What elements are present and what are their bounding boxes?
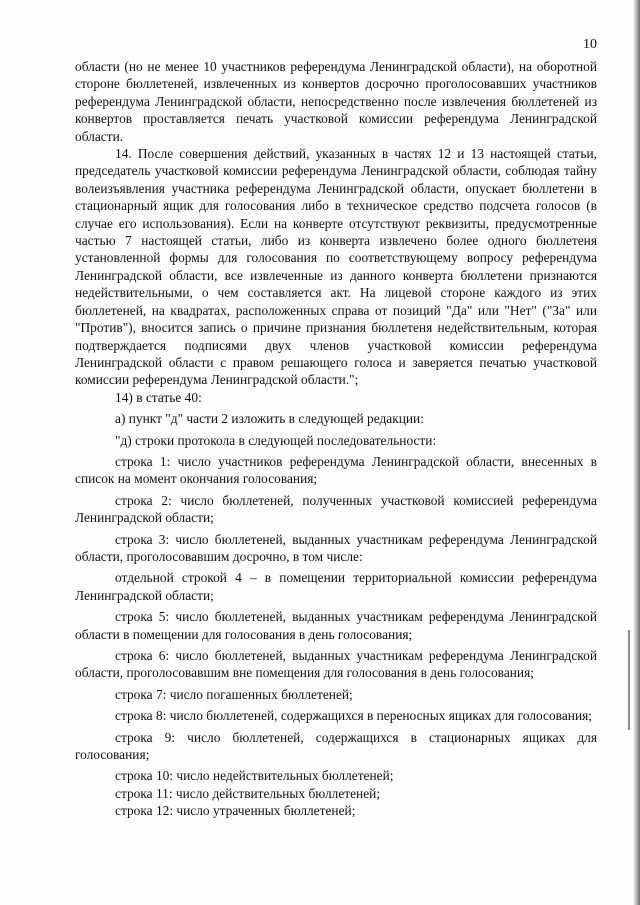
page-number: 10: [583, 37, 597, 52]
protocol-line-1: строка 1: число участников референдума Ленинградской области, внесенных в список на момент окончания голосования;: [75, 453, 597, 487]
paragraph-item-14: 14. После совершения действий, указанных в частях 12 и 13 настоящей статьи, председатель участковой комиссии референдума Ленинградской области, соблюдая тайну волеизъявления участника референдума Ленинградской области, опускает бюллетени в стационарный ящик для голосования либо в техническое средство подсчета голосов (в случае его использования). Если на конверте отсутствуют реквизиты, предусмотренные частью 7 настоящей статьи, либо из конверта извлечено более одного бюллетеня установленной формы для голосования по соответствующему вопросу референдума Ленинградской области, все извлеченные из данного конверта бюллетени признаются недействительными, о чем составляется акт. На лицевой стороне каждого из этих бюллетеней, на квадратах, расположенных справа от позиций "Да" или "Нет" ("За" или "Против"), вносится запись о причине признания бюллетеня недействительным, которая подтверждается подписями двух членов участковой комиссии референдума Ленинградской области с правом решающего голоса и заверяется печатью участковой комиссии референдума Ленинградской области.";: [75, 146, 597, 388]
protocol-line-8: строка 8: число бюллетеней, содержащихся в переносных ящиках для голосования;: [115, 708, 592, 724]
scan-edge-shadow: [633, 0, 640, 905]
paragraph-article-40: 14) в статье 40:: [115, 389, 202, 405]
paragraph-continuation: области (но не менее 10 участников референдума Ленинградской области), на оборотной стороне бюллетеней, извлеченных из конвертов досрочно проголосовавших участников референдума Ленинградской области, непосредственно после извлечения бюллетеней из конвертов проставляется печать участковой комиссии референдума Ленинградской области.: [75, 59, 597, 144]
scan-mark: [628, 630, 630, 730]
protocol-line-3: строка 3: число бюллетеней, выданных участникам референдума Ленинградской области, проголосовавшим досрочно, в том числе:: [75, 531, 597, 564]
paragraph-clause-d: "д) строки протокола в следующей последовательности:: [115, 432, 437, 448]
protocol-line-11: строка 11: число действительных бюллетеней;: [115, 785, 381, 801]
paragraph-clause-a: а) пункт "д" части 2 изложить в следующей редакции:: [115, 411, 424, 427]
protocol-line-2: строка 2: число бюллетеней, полученных участковой комиссией референдума Ленинградской области;: [75, 492, 597, 526]
protocol-line-4: отдельной строкой 4 – в помещении территориальной комиссии референдума Ленинградской области;: [75, 570, 597, 603]
protocol-line-9: строка 9: число бюллетеней, содержащихся в стационарных ящиках для голосования;: [75, 729, 597, 763]
protocol-line-5: строка 5: число бюллетеней, выданных участникам референдума Ленинградской области в помещении для голосования в день голосования;: [75, 609, 597, 642]
protocol-line-7: строка 7: число погашенных бюллетеней;: [115, 686, 353, 702]
protocol-line-10: строка 10: число недействительных бюллетеней;: [115, 768, 394, 784]
protocol-line-6: строка 6: число бюллетеней, выданных участникам референдума Ленинградской области, проголосовавшим вне помещения для голосования в день голосования;: [75, 648, 597, 681]
protocol-line-12: строка 12: число утраченных бюллетеней;: [115, 803, 356, 819]
document-body: [75, 58, 597, 820]
